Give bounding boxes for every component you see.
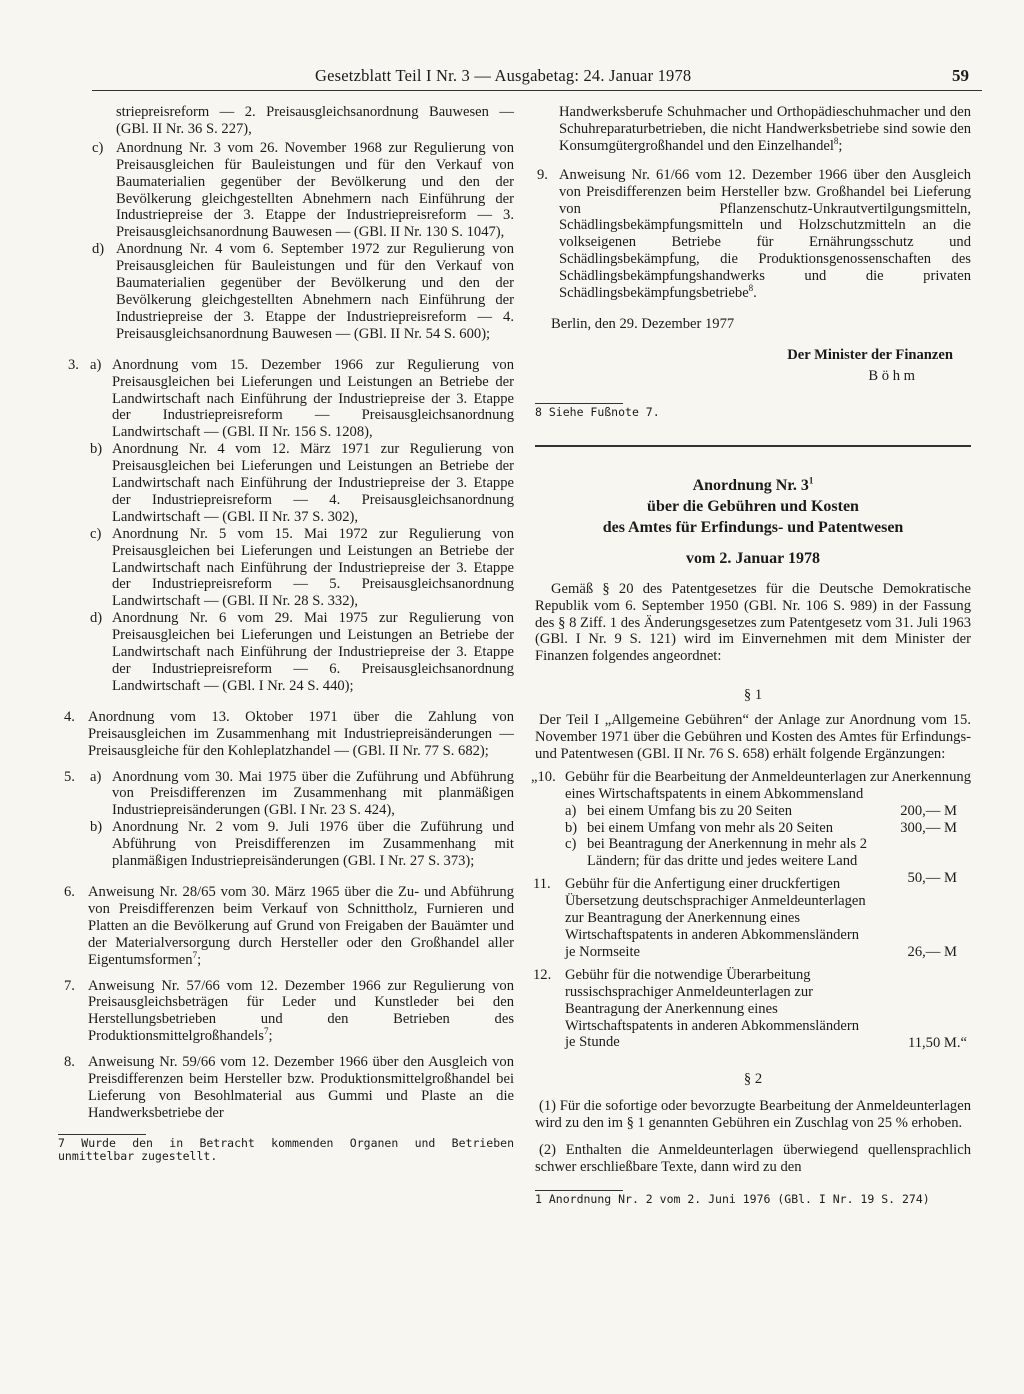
- section-heading: § 2: [743, 1071, 763, 1088]
- item-label: a): [90, 356, 102, 373]
- footnote-text: Siehe Fußnote 7.: [548, 404, 660, 419]
- list-item: [58, 1054, 514, 1122]
- item-label: a): [90, 768, 102, 785]
- footnote-1: [535, 1193, 971, 1206]
- item-text: Anweisung Nr. 57/66 vom 12. Dezember 1966 zur Regulierung von Preisausgleichsbeträgen für Leder und Kunstleder bei den Herstellungsbetrieben und den Betrieben des Produktionsmittelgroßhandels: [88, 977, 514, 1045]
- list-item: [58, 610, 514, 695]
- footnote-7: [58, 1137, 514, 1163]
- item-label: c): [565, 836, 577, 853]
- list-item: [58, 104, 514, 138]
- footnote-rule: [535, 403, 623, 404]
- list-item: [535, 167, 971, 302]
- footnote-ref: 7: [192, 949, 198, 960]
- footnote-ref: 7: [263, 1026, 269, 1037]
- footnote-ref: 8: [748, 283, 754, 294]
- item-text: Anordnung vom 30. Mai 1975 über die Zuführung und Abführung von Preisdifferenzen im Zusammenhang mit planmäßigen Industriepreisänderungen (GBl. I Nr. 23 S. 424),: [112, 768, 514, 819]
- item-text: Gebühr für die Bearbeitung der Anmeldeunterlagen zur Anerkennung eines Wirtschaftspatents in einem Abkommensland: [565, 768, 971, 802]
- list-item: [58, 357, 514, 442]
- fee-item: [535, 803, 971, 820]
- list-item: [58, 978, 514, 1046]
- item-text-end: .: [753, 285, 757, 302]
- section-text: (2) Enthalten die Anmeldeunterlagen überwiegend quellensprachlich schwer erschließbare Texte, dann wird zu den: [535, 1142, 971, 1175]
- fee-amount: 50,— M: [907, 870, 957, 887]
- list-item: [58, 441, 514, 526]
- list-item: [58, 819, 514, 870]
- footnote-rule: [58, 1134, 146, 1135]
- ordinance-title-line: des Amtes für Erfindungs- und Patentwesen: [602, 518, 904, 536]
- fee-amount: 11,50 M.“: [907, 1034, 967, 1051]
- item-label: „10.: [531, 768, 556, 785]
- ordinance-title: [535, 475, 971, 569]
- header-title: Gesetzblatt Teil I Nr. 3 — Ausgabetag: 24. Januar 1978: [315, 66, 692, 85]
- item-label: b): [90, 441, 103, 458]
- item-text: bei einem Umfang von mehr als 20 Seiten: [587, 819, 834, 836]
- footnote-text: Anordnung Nr. 2 vom 2. Juni 1976 (GBl. I Nr. 19 S. 274): [548, 1191, 930, 1206]
- fee-item: [535, 967, 971, 1052]
- item-text: Anweisung Nr. 61/66 vom 12. Dezember 1966 über den Ausgleich von Preisdifferenzen beim Hersteller bzw. Großhandel bei Lieferung von Pflanzenschutz-Unkrautvertilgungsmitteln, Schädlingsbekämpfungsmitteln und Holzschutzmitteln an die volkseigenen Betriebe für Ernährungsschutz und Schädlingsbekämpfung, die Produktionsgenossenschaften des Schädlingsbekämpfungshandwerks und die privaten Schädlingsbekämpfungsbetriebe: [559, 166, 971, 302]
- left-column: [58, 104, 514, 1163]
- footnote-ref: 1: [808, 475, 814, 486]
- item-text-end: ;: [268, 1028, 273, 1045]
- section-text: (1) Für die sofortige oder bevorzugte Bearbeitung der Anmeldeunterlagen wird zu den im § 1 genannten Gebühren ein Zuschlag von 25 % erhoben.: [535, 1098, 971, 1132]
- section-heading: § 1: [743, 687, 763, 704]
- item-text: Anweisung Nr. 28/65 vom 30. März 1965 über die Zu- und Abführung von Preisdifferenzen beim Verkauf von Schnittholz, Furnieren und Platten an die Bevölkerung auf Grund von Freigaben der Bauämter und der Materialversorgung durch Hersteller oder den Großhandel aller Eigentumsformen: [88, 883, 514, 968]
- fee-amount: 300,— M: [900, 819, 957, 836]
- footnote-rule: [535, 1190, 623, 1191]
- item-label: c): [92, 139, 104, 156]
- footnote-number: 8: [535, 404, 542, 419]
- list-item: [58, 769, 514, 820]
- item-text: Anordnung vom 15. Dezember 1966 zur Regulierung von Preisausgleichen bei Lieferungen und Leistungen an Betriebe der Landwirtschaft nach Einführung der Industriepreise der 3. Etappe der Industriepreisreform — Preisausgleichsanordnung Landwirtschaft — (GBl. II Nr. 156 S. 1208),: [112, 356, 514, 441]
- list-item: [58, 709, 514, 760]
- fee-item: [531, 768, 971, 803]
- page-header: [0, 66, 1024, 90]
- item-label: b): [90, 819, 103, 836]
- signatory-title: Der Minister der Finanzen: [787, 346, 953, 363]
- list-item: [58, 526, 514, 611]
- item-text: Anordnung vom 13. Oktober 1971 über die Zahlung von Preisausgleichen im Zusammenhang mit Industriepreisänderungen — Preisausgleiche für den Kohleplatzhandel — (GBl. II Nr. 77 S. 682);: [88, 708, 514, 759]
- right-column: [531, 104, 971, 1206]
- item-text: Anordnung Nr. 5 vom 15. Mai 1972 zur Regulierung von Preisausgleichen bei Lieferungen und Leistungen an Betriebe der Landwirtschaft nach Einführung der Industriepreise der 3. Etappe der Industriepreisreform — 5. Preisausgleichsanordnung Landwirtschaft — (GBl. II Nr. 28 S. 332),: [112, 525, 514, 610]
- item-label: 12.: [533, 966, 552, 983]
- page-number: 59: [952, 66, 969, 85]
- item-label: 9.: [537, 166, 548, 183]
- header-rule: [92, 90, 982, 91]
- ordinance-title-line: über die Gebühren und Kosten: [647, 497, 859, 515]
- preamble: Gemäß § 20 des Patentgesetzes für die Deutsche Demokratische Republik vom 6. September 1950 (GBl. Nr. 106 S. 989) in der Fassung des § 8 Ziff. 1 des Änderungsgesetzes zum Patentgesetz vom 31. Juli 1963 (GBl. I Nr. 9 S. 121) wird im Einvernehmen mit dem Minister der Finanzen folgendes angeordnet:: [535, 580, 971, 665]
- list-item: [58, 140, 514, 241]
- item-label: d): [92, 241, 105, 258]
- item-label: c): [90, 525, 102, 542]
- footnote-text: Wurde den in Betracht kommenden Organen und Betrieben unmittelbar zugestellt.: [58, 1135, 514, 1163]
- item-label: b): [565, 819, 578, 836]
- item-text: Gebühr für die notwendige Überarbeitung russischsprachiger Anmeldeunterlagen zur Beantragung der Anerkennung eines Wirtschaftspatents in anderen Abkommensländern je Stunde: [565, 966, 860, 1051]
- list-item: [58, 241, 514, 342]
- place-date: Berlin, den 29. Dezember 1977: [551, 315, 735, 332]
- item-label: d): [90, 610, 103, 627]
- item-text: Anordnung Nr. 4 vom 6. September 1972 zur Regulierung von Preisausgleichen für Bauleistungen und für den Verkauf von Baumaterialien gegenüber der Bevölkerung und den der Bevölkerung gleichgestellten Abnehmern nach Einführung der Industriepreise der 3. Etappe der Industriepreisreform — 4. Preisausgleichsanordnung Bauwesen — (GBl. II Nr. 54 S. 600);: [116, 241, 514, 342]
- item-text-end: ;: [838, 137, 843, 154]
- item-text: Gebühr für die Anfertigung einer druckfertigen Übersetzung deutschsprachiger Anmeldeunterlagen zur Beantragung der Anerkennung eines Wirtschaftspatents in anderen Abkommensländern je Normseite: [565, 876, 866, 960]
- item-label: 8.: [64, 1054, 75, 1071]
- item-text: Anweisung Nr. 59/66 vom 12. Dezember 1966 über den Ausgleich von Preisdifferenzen beim Hersteller bzw. Produktionsmittelgroßhandel bei Lieferung von Besohlmaterial aus Gummi und Plaste an die Handwerksbetriebe der: [88, 1054, 514, 1121]
- footnote-number: 7: [58, 1135, 65, 1150]
- item-text: Anordnung Nr. 2 vom 9. Juli 1976 über die Zuführung und Abführung von Preisdifferenzen im Zusammenhang mit planmäßigen Industriepreisänderungen (GBl. I Nr. 27 S. 373);: [112, 819, 514, 870]
- ordinance-title-line: Anordnung Nr. 3: [692, 476, 809, 494]
- fee-amount: 26,— M: [907, 944, 957, 961]
- list-item: [58, 884, 514, 969]
- item-label: 11.: [533, 876, 551, 893]
- item-label: 7.: [64, 977, 75, 994]
- item-label: a): [565, 802, 577, 819]
- item-text: striepreisreform — 2. Preisausgleichsanordnung Bauwesen — (GBl. II Nr. 36 S. 227),: [116, 104, 514, 137]
- item-text-end: ;: [197, 951, 202, 968]
- item-text: bei Beantragung der Anerkennung in mehr als 2 Ländern; für das dritte und jedes weitere Land: [587, 836, 868, 870]
- fee-item: [535, 876, 971, 961]
- item-label: 4.: [64, 708, 75, 725]
- item-text: Anordnung Nr. 6 vom 29. Mai 1975 zur Regulierung von Preisausgleichen bei Lieferungen und Leistungen an Betriebe der Landwirtschaft nach Einführung der Industriepreise der 3. Etappe der Industriepreisreform — 6. Preisausgleichsanordnung Landwirtschaft — (GBl. I Nr. 24 S. 440);: [112, 610, 514, 694]
- fee-item: [535, 820, 971, 837]
- footnote-number: 1: [535, 1191, 542, 1206]
- item-text: Handwerksberufe Schuhmacher und Orthopädieschuhmacher und den Schuhreparaturbetrieben, die nicht Handwerksbetriebe sind sowie den Konsumgütergroßhandel und den Einzelhandel: [559, 104, 971, 154]
- fee-amount: 200,— M: [900, 802, 957, 819]
- item-text: bei einem Umfang bis zu 20 Seiten: [587, 802, 793, 819]
- item-label: 6.: [64, 883, 75, 900]
- item-label: 3.: [68, 356, 79, 373]
- footnote-8: [535, 406, 971, 419]
- list-item: [535, 104, 971, 155]
- signatory-name: B ö h m: [868, 367, 915, 384]
- item-text: Anordnung Nr. 3 vom 26. November 1968 zur Regulierung von Preisausgleichen für Bauleistungen und für den Verkauf von Baumaterialien gegenüber der Bevölkerung und den der Bevölkerung gleichgestellten Abnehmern nach Einführung der Industriepreise der 3. Etappe der Industriepreisreform — 3. Preisausgleichsanordnung Bauwesen — (GBl. II Nr. 130 S. 1047),: [116, 139, 514, 241]
- section-text: Der Teil I „Allgemeine Gebühren“ der Anlage zur Anordnung vom 15. November 1971 über die Gebühren und Kosten des Amtes für Erfindungs- und Patentwesen (GBl. II Nr. 76 S. 658) erhält folgende Ergänzungen:: [535, 712, 971, 762]
- ordinance-date: vom 2. Januar 1978: [686, 549, 820, 567]
- item-label: 5.: [64, 768, 75, 785]
- footnote-ref: 8: [833, 135, 839, 146]
- item-text: Anordnung Nr. 4 vom 12. März 1971 zur Regulierung von Preisausgleichen bei Lieferungen und Leistungen an Betriebe der Landwirtschaft nach Einführung der Industriepreise der 3. Etappe der Industriepreisreform — 4. Preisausgleichsanordnung Landwirtschaft — (GBl. II Nr. 37 S. 302),: [112, 441, 514, 525]
